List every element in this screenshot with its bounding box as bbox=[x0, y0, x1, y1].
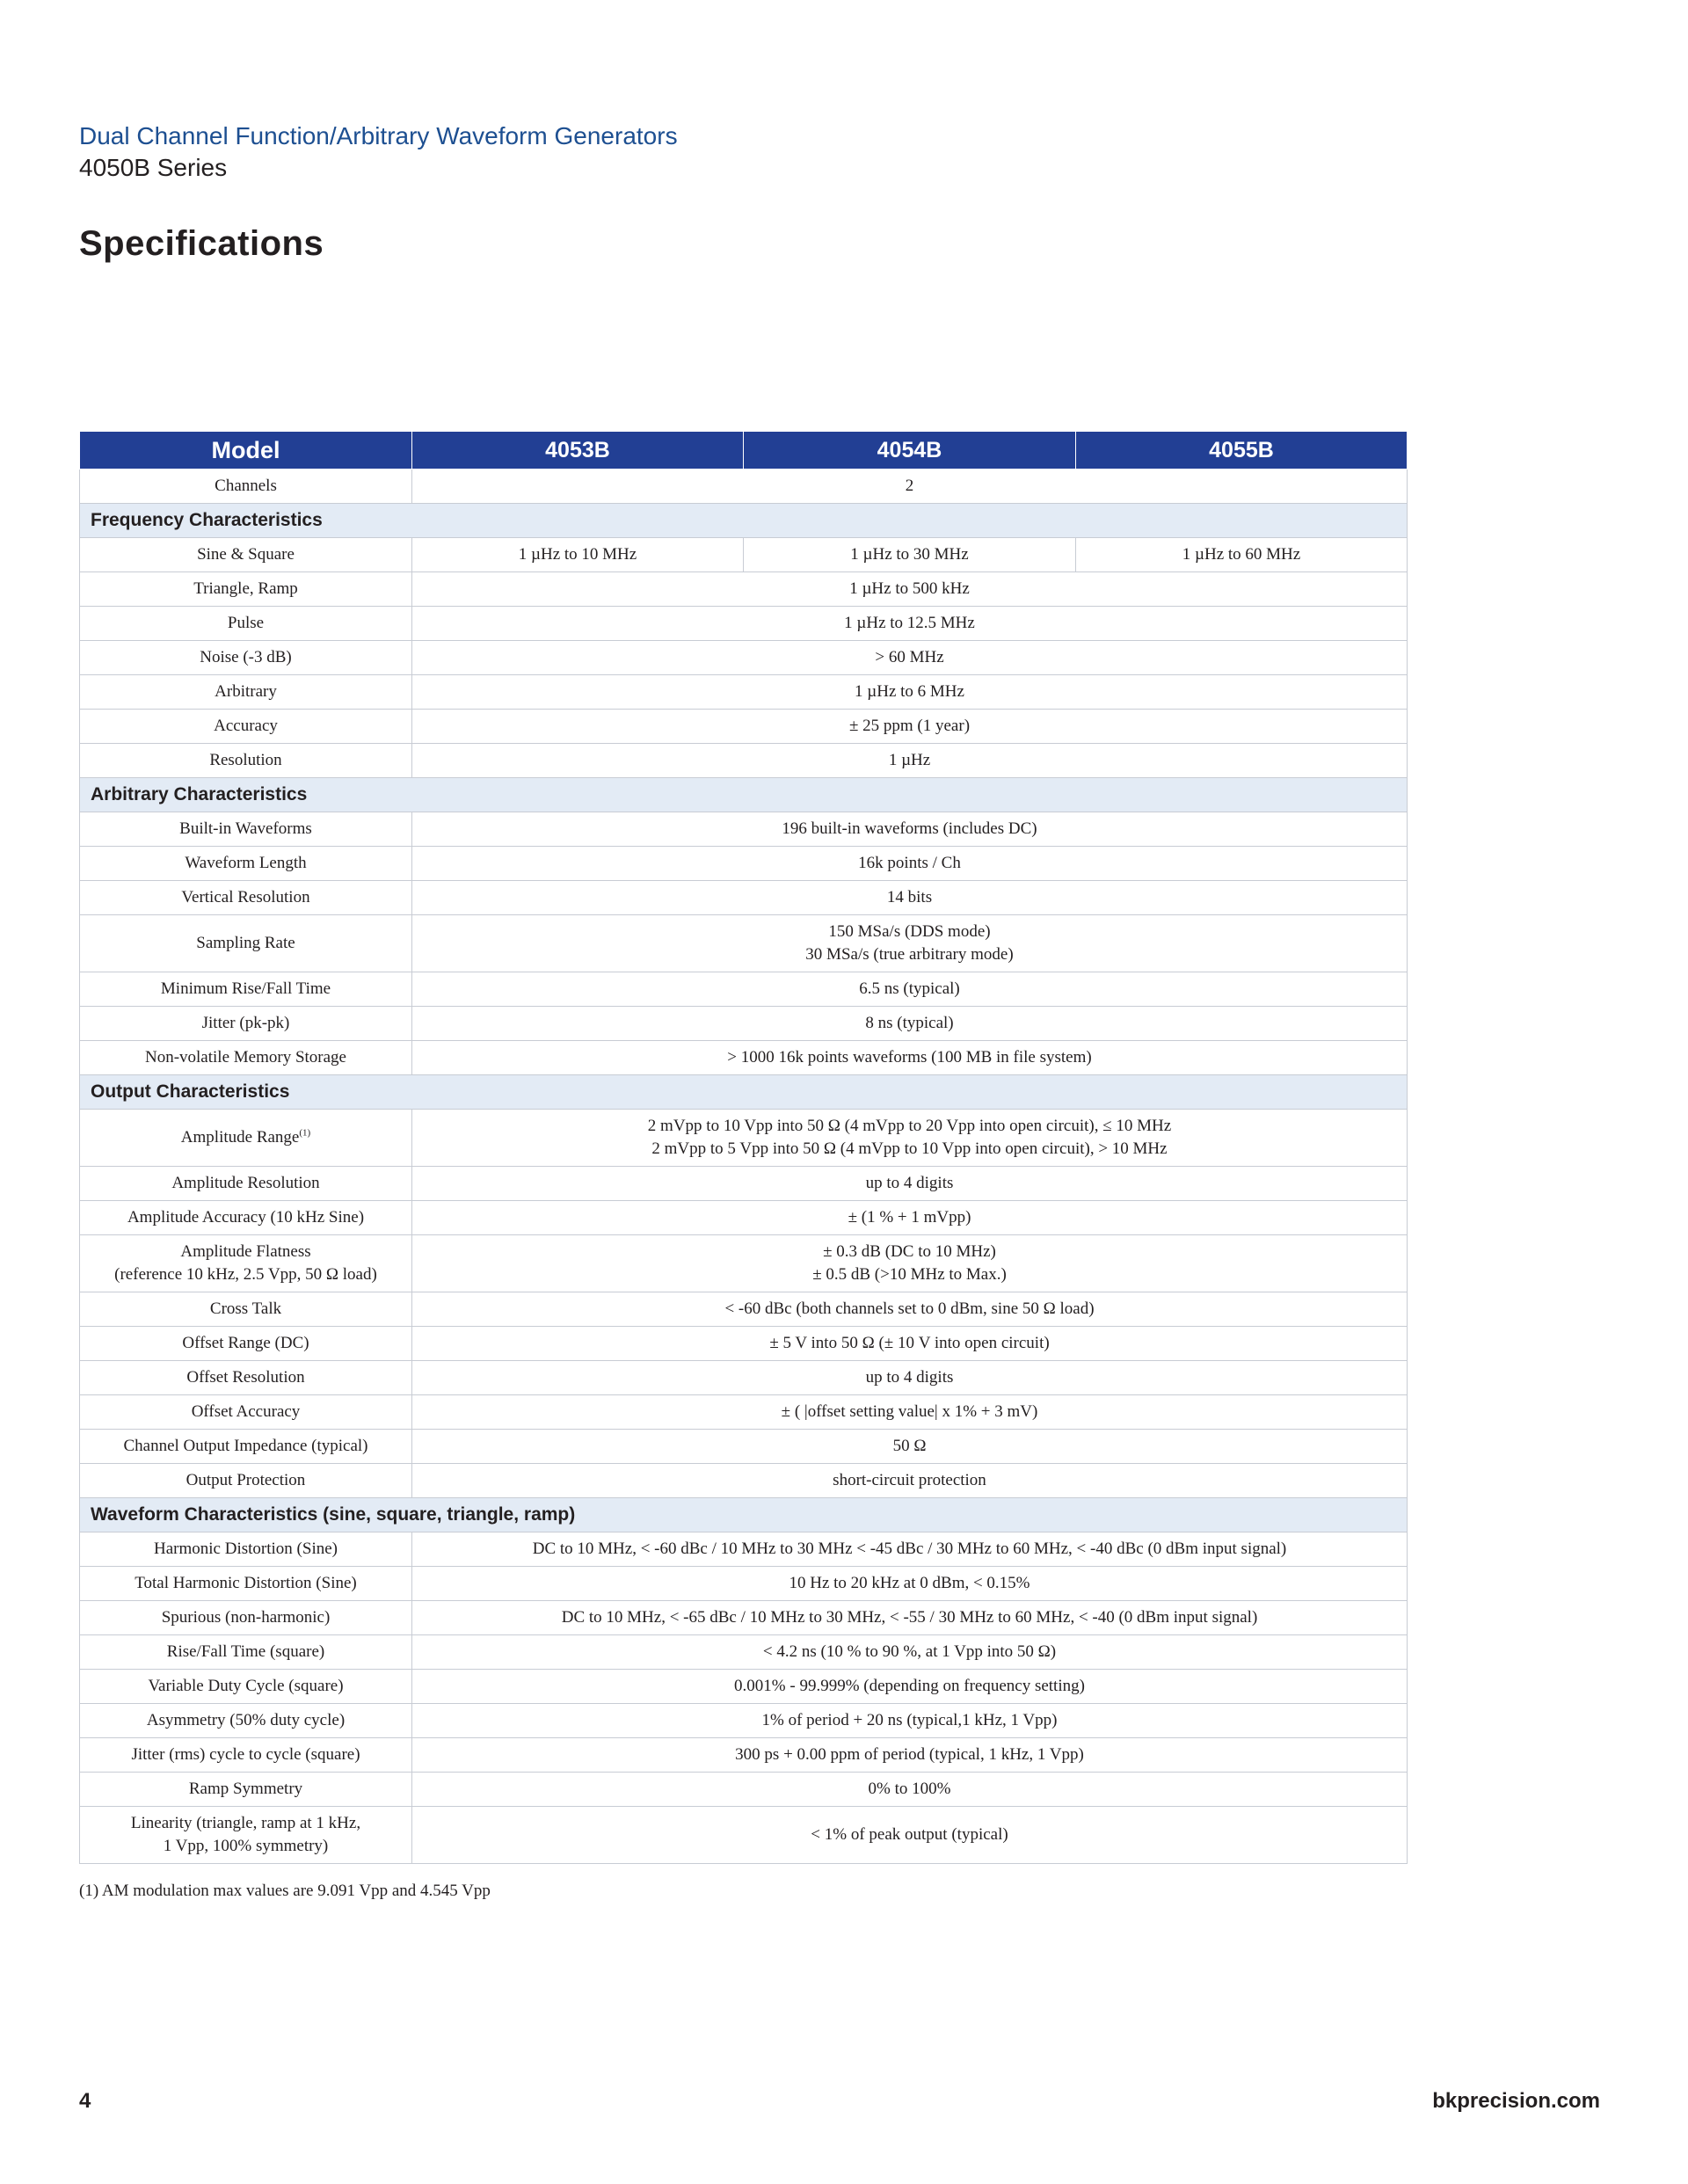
row-value: ± ( |offset setting value| x 1% + 3 mV) bbox=[412, 1395, 1408, 1430]
row-value: ± 25 ppm (1 year) bbox=[412, 710, 1408, 744]
section-heading: Arbitrary Characteristics bbox=[80, 778, 1408, 812]
table-row bbox=[80, 1738, 1408, 1773]
row-label: Asymmetry (50% duty cycle) bbox=[80, 1704, 412, 1738]
row-label: Jitter (rms) cycle to cycle (square) bbox=[80, 1738, 412, 1773]
row-label: Arbitrary bbox=[80, 675, 412, 710]
row-label: Amplitude Resolution bbox=[80, 1167, 412, 1201]
row-value: ± (1 % + 1 mVpp) bbox=[412, 1201, 1408, 1235]
row-label: Ramp Symmetry bbox=[80, 1773, 412, 1807]
row-value-line: 2 mVpp to 10 Vpp into 50 Ω (4 mVpp to 20 Vpp into open circuit), ≤ 10 MHz bbox=[647, 1117, 1172, 1135]
table-row bbox=[80, 607, 1408, 641]
table-row bbox=[80, 1361, 1408, 1395]
row-label: Output Protection bbox=[80, 1464, 412, 1498]
row-value: up to 4 digits bbox=[412, 1361, 1408, 1395]
section-heading-row bbox=[80, 778, 1408, 812]
row-label: Pulse bbox=[80, 607, 412, 641]
footnote: (1) AM modulation max values are 9.091 Vpp and 4.545 Vpp bbox=[79, 1882, 491, 1900]
row-value-4055b: 1 µHz to 60 MHz bbox=[1076, 538, 1408, 572]
table-row bbox=[80, 1167, 1408, 1201]
table-row bbox=[80, 972, 1408, 1007]
table-row bbox=[80, 1670, 1408, 1704]
table-row bbox=[80, 1007, 1408, 1041]
row-value: 16k points / Ch bbox=[412, 847, 1408, 881]
row-label: Offset Resolution bbox=[80, 1361, 412, 1395]
section-heading-row bbox=[80, 1075, 1408, 1110]
row-label: Resolution bbox=[80, 744, 412, 778]
row-value: DC to 10 MHz, < -65 dBc / 10 MHz to 30 MHz, < -55 / 30 MHz to 60 MHz, < -40 (0 dBm input signal) bbox=[412, 1601, 1408, 1635]
row-value bbox=[412, 1235, 1408, 1292]
row-label: Offset Accuracy bbox=[80, 1395, 412, 1430]
row-value: 14 bits bbox=[412, 881, 1408, 915]
table-row bbox=[80, 1773, 1408, 1807]
table-row bbox=[80, 572, 1408, 607]
row-value: 196 built-in waveforms (includes DC) bbox=[412, 812, 1408, 847]
row-label-text: Amplitude Range bbox=[180, 1128, 300, 1147]
row-value-line: 2 mVpp to 5 Vpp into 50 Ω (4 mVpp to 10 Vpp into open circuit), > 10 MHz bbox=[651, 1139, 1168, 1158]
table-row bbox=[80, 1041, 1408, 1075]
table-row bbox=[80, 847, 1408, 881]
row-label: Cross Talk bbox=[80, 1292, 412, 1327]
row-value-4053b: 1 µHz to 10 MHz bbox=[412, 538, 744, 572]
table-row bbox=[80, 1567, 1408, 1601]
section-heading: Output Characteristics bbox=[80, 1075, 1408, 1110]
row-value: > 1000 16k points waveforms (100 MB in file system) bbox=[412, 1041, 1408, 1075]
table-row bbox=[80, 1292, 1408, 1327]
row-value: 0% to 100% bbox=[412, 1773, 1408, 1807]
row-value: < -60 dBc (both channels set to 0 dBm, sine 50 Ω load) bbox=[412, 1292, 1408, 1327]
row-label bbox=[80, 1235, 412, 1292]
table-row bbox=[80, 1532, 1408, 1567]
table-row bbox=[80, 1601, 1408, 1635]
row-label: Offset Range (DC) bbox=[80, 1327, 412, 1361]
row-label: Vertical Resolution bbox=[80, 881, 412, 915]
row-label-line: (reference 10 kHz, 2.5 Vpp, 50 Ω load) bbox=[114, 1265, 377, 1284]
row-label: Variable Duty Cycle (square) bbox=[80, 1670, 412, 1704]
row-value: > 60 MHz bbox=[412, 641, 1408, 675]
row-label-line: Linearity (triangle, ramp at 1 kHz, bbox=[130, 1814, 361, 1832]
table-row bbox=[80, 1110, 1408, 1167]
row-label bbox=[80, 1807, 412, 1864]
section-heading: Frequency Characteristics bbox=[80, 504, 1408, 538]
table-row bbox=[80, 1635, 1408, 1670]
table-row bbox=[80, 1704, 1408, 1738]
row-value-line: ± 0.5 dB (>10 MHz to Max.) bbox=[812, 1265, 1007, 1284]
row-value-line: 30 MSa/s (true arbitrary mode) bbox=[805, 945, 1014, 964]
row-value: 300 ps + 0.00 ppm of period (typical, 1 kHz, 1 Vpp) bbox=[412, 1738, 1408, 1773]
row-label: Channels bbox=[80, 470, 412, 504]
row-value: DC to 10 MHz, < -60 dBc / 10 MHz to 30 MHz < -45 dBc / 30 MHz to 60 MHz, < -40 dBc (0 dBm input signal) bbox=[412, 1532, 1408, 1567]
row-value-4054b: 1 µHz to 30 MHz bbox=[744, 538, 1076, 572]
table-row bbox=[80, 1235, 1408, 1292]
row-label: Jitter (pk-pk) bbox=[80, 1007, 412, 1041]
section-heading-row bbox=[80, 1498, 1408, 1532]
row-value-line: ± 0.3 dB (DC to 10 MHz) bbox=[823, 1242, 996, 1261]
page-number: 4 bbox=[79, 2089, 91, 2113]
row-value: 2 bbox=[412, 470, 1408, 504]
row-value: 6.5 ns (typical) bbox=[412, 972, 1408, 1007]
row-label: Built-in Waveforms bbox=[80, 812, 412, 847]
row-label-line: Amplitude Flatness bbox=[180, 1242, 311, 1261]
page-title: Specifications bbox=[79, 224, 324, 263]
table-row bbox=[80, 675, 1408, 710]
row-value: ± 5 V into 50 Ω (± 10 V into open circuit) bbox=[412, 1327, 1408, 1361]
row-value bbox=[412, 915, 1408, 972]
row-value: short-circuit protection bbox=[412, 1464, 1408, 1498]
row-value: 8 ns (typical) bbox=[412, 1007, 1408, 1041]
table-header-row bbox=[80, 432, 1408, 470]
table-row bbox=[80, 538, 1408, 572]
table-row bbox=[80, 1430, 1408, 1464]
row-label-line: 1 Vpp, 100% symmetry) bbox=[163, 1837, 329, 1855]
row-label: Sampling Rate bbox=[80, 915, 412, 972]
row-label: Channel Output Impedance (typical) bbox=[80, 1430, 412, 1464]
row-value: 0.001% - 99.999% (depending on frequency setting) bbox=[412, 1670, 1408, 1704]
table-row bbox=[80, 1807, 1408, 1864]
row-value: < 1% of peak output (typical) bbox=[412, 1807, 1408, 1864]
website-link[interactable]: bkprecision.com bbox=[1432, 2089, 1600, 2113]
table-row bbox=[80, 812, 1408, 847]
row-value: up to 4 digits bbox=[412, 1167, 1408, 1201]
row-label bbox=[80, 1110, 412, 1167]
row-label: Noise (-3 dB) bbox=[80, 641, 412, 675]
row-value bbox=[412, 1110, 1408, 1167]
row-label: Sine & Square bbox=[80, 538, 412, 572]
specifications-table bbox=[79, 432, 1408, 1864]
table-row bbox=[80, 744, 1408, 778]
row-label: Total Harmonic Distortion (Sine) bbox=[80, 1567, 412, 1601]
table-row bbox=[80, 1464, 1408, 1498]
row-value: 1% of period + 20 ns (typical,1 kHz, 1 Vpp) bbox=[412, 1704, 1408, 1738]
row-label: Rise/Fall Time (square) bbox=[80, 1635, 412, 1670]
row-label: Accuracy bbox=[80, 710, 412, 744]
row-label: Minimum Rise/Fall Time bbox=[80, 972, 412, 1007]
row-value: < 4.2 ns (10 % to 90 %, at 1 Vpp into 50 Ω) bbox=[412, 1635, 1408, 1670]
row-label: Harmonic Distortion (Sine) bbox=[80, 1532, 412, 1567]
row-label: Amplitude Accuracy (10 kHz Sine) bbox=[80, 1201, 412, 1235]
column-header-4055b: 4055B bbox=[1076, 432, 1408, 470]
table-row bbox=[80, 470, 1408, 504]
document-subtitle: Dual Channel Function/Arbitrary Waveform Generators bbox=[79, 122, 678, 149]
row-label: Non-volatile Memory Storage bbox=[80, 1041, 412, 1075]
series-name: 4050B Series bbox=[79, 154, 228, 181]
section-heading: Waveform Characteristics (sine, square, triangle, ramp) bbox=[80, 1498, 1408, 1532]
row-value: 1 µHz to 12.5 MHz bbox=[412, 607, 1408, 641]
row-value: 10 Hz to 20 kHz at 0 dBm, < 0.15% bbox=[412, 1567, 1408, 1601]
row-label: Triangle, Ramp bbox=[80, 572, 412, 607]
table-row bbox=[80, 1327, 1408, 1361]
row-value: 50 Ω bbox=[412, 1430, 1408, 1464]
row-value: 1 µHz to 6 MHz bbox=[412, 675, 1408, 710]
table-row bbox=[80, 1201, 1408, 1235]
table-row bbox=[80, 1395, 1408, 1430]
table-row bbox=[80, 881, 1408, 915]
row-value-line: 150 MSa/s (DDS mode) bbox=[828, 922, 991, 941]
row-label: Waveform Length bbox=[80, 847, 412, 881]
footnote-marker: (1) bbox=[299, 1127, 311, 1139]
column-header-4053b: 4053B bbox=[412, 432, 744, 470]
row-value: 1 µHz to 500 kHz bbox=[412, 572, 1408, 607]
row-value: 1 µHz bbox=[412, 744, 1408, 778]
table-row bbox=[80, 915, 1408, 972]
column-header-model: Model bbox=[80, 432, 412, 470]
table-row bbox=[80, 641, 1408, 675]
table-row bbox=[80, 710, 1408, 744]
section-heading-row bbox=[80, 504, 1408, 538]
row-label: Spurious (non-harmonic) bbox=[80, 1601, 412, 1635]
column-header-4054b: 4054B bbox=[744, 432, 1076, 470]
